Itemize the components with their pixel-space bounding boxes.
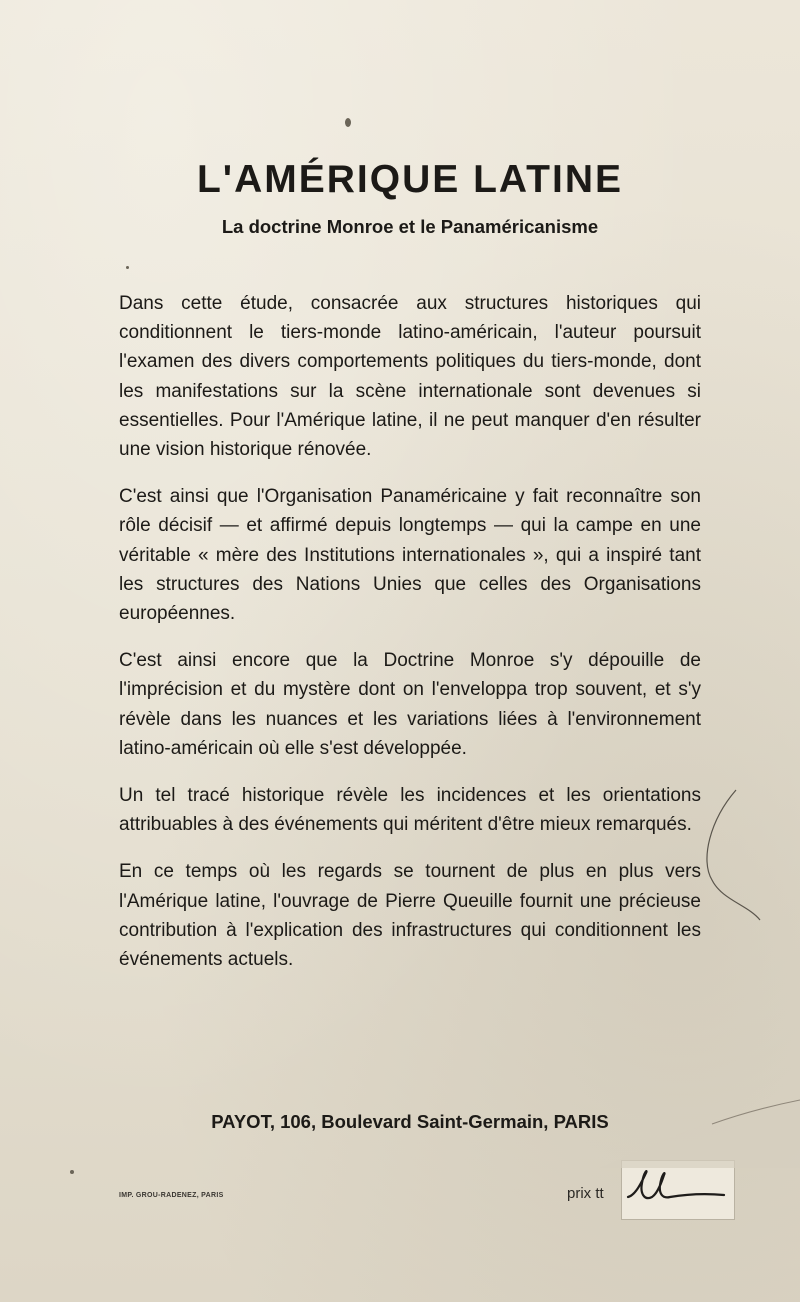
blurb-paragraph-2: C'est ainsi que l'Organisation Panaméricaine y fait reconnaître son rôle décisif — et affirmé depuis longtemps — qui la campe en une véritable « mère des Institutions internationales », qui a inspiré tant les structures des Nations Unies que celles des Organisations européennes. <box>119 486 701 625</box>
blurb-paragraph-3: C'est ainsi encore que la Doctrine Monroe s'y dépouille de l'imprécision et du mystère dont on l'enveloppa trop souvent, et s'y révèle dans les nuances et les variations liées à l'environnement latino-américain où elle s'est développée. <box>119 650 701 759</box>
paper-spot <box>345 118 351 127</box>
printer-imprint: IMP. GROU-RADENEZ, PARIS <box>119 1192 224 1199</box>
book-subtitle: La doctrine Monroe et le Panaméricanisme <box>221 216 599 237</box>
blurb-paragraph-4: Un tel tracé historique révèle les incidences et les orientations attribuables à des événements qui méritent d'être mieux remarqués. <box>119 785 701 836</box>
blurb-paragraph-5: En ce temps où les regards se tournent de plus en plus vers l'Amérique latine, l'ouvrage de Pierre Queuille fournit une précieuse contribution à l'explication des infrastructures qui conditionnent les événements actuels. <box>119 861 701 971</box>
paper-spot <box>126 266 129 269</box>
blurb-paragraph-1: Dans cette étude, consacrée aux structures historiques qui conditionnent le tiers-monde latino-américain, l'auteur poursuit l'examen des divers comportements politiques du tiers-monde, dont les manifestations sur la scène internationale sont devenues si essentielles. Pour l'Amérique latine, il ne peut manquer d'en résulter une vision historique rénovée. <box>119 293 701 461</box>
publisher-address: PAYOT, 106, Boulevard Saint-Germain, PARIS <box>211 1111 609 1132</box>
paper-spot <box>70 1170 74 1174</box>
book-title: L'AMÉRIQUE LATINE <box>196 158 624 201</box>
price-label: prix tt <box>567 1185 604 1202</box>
